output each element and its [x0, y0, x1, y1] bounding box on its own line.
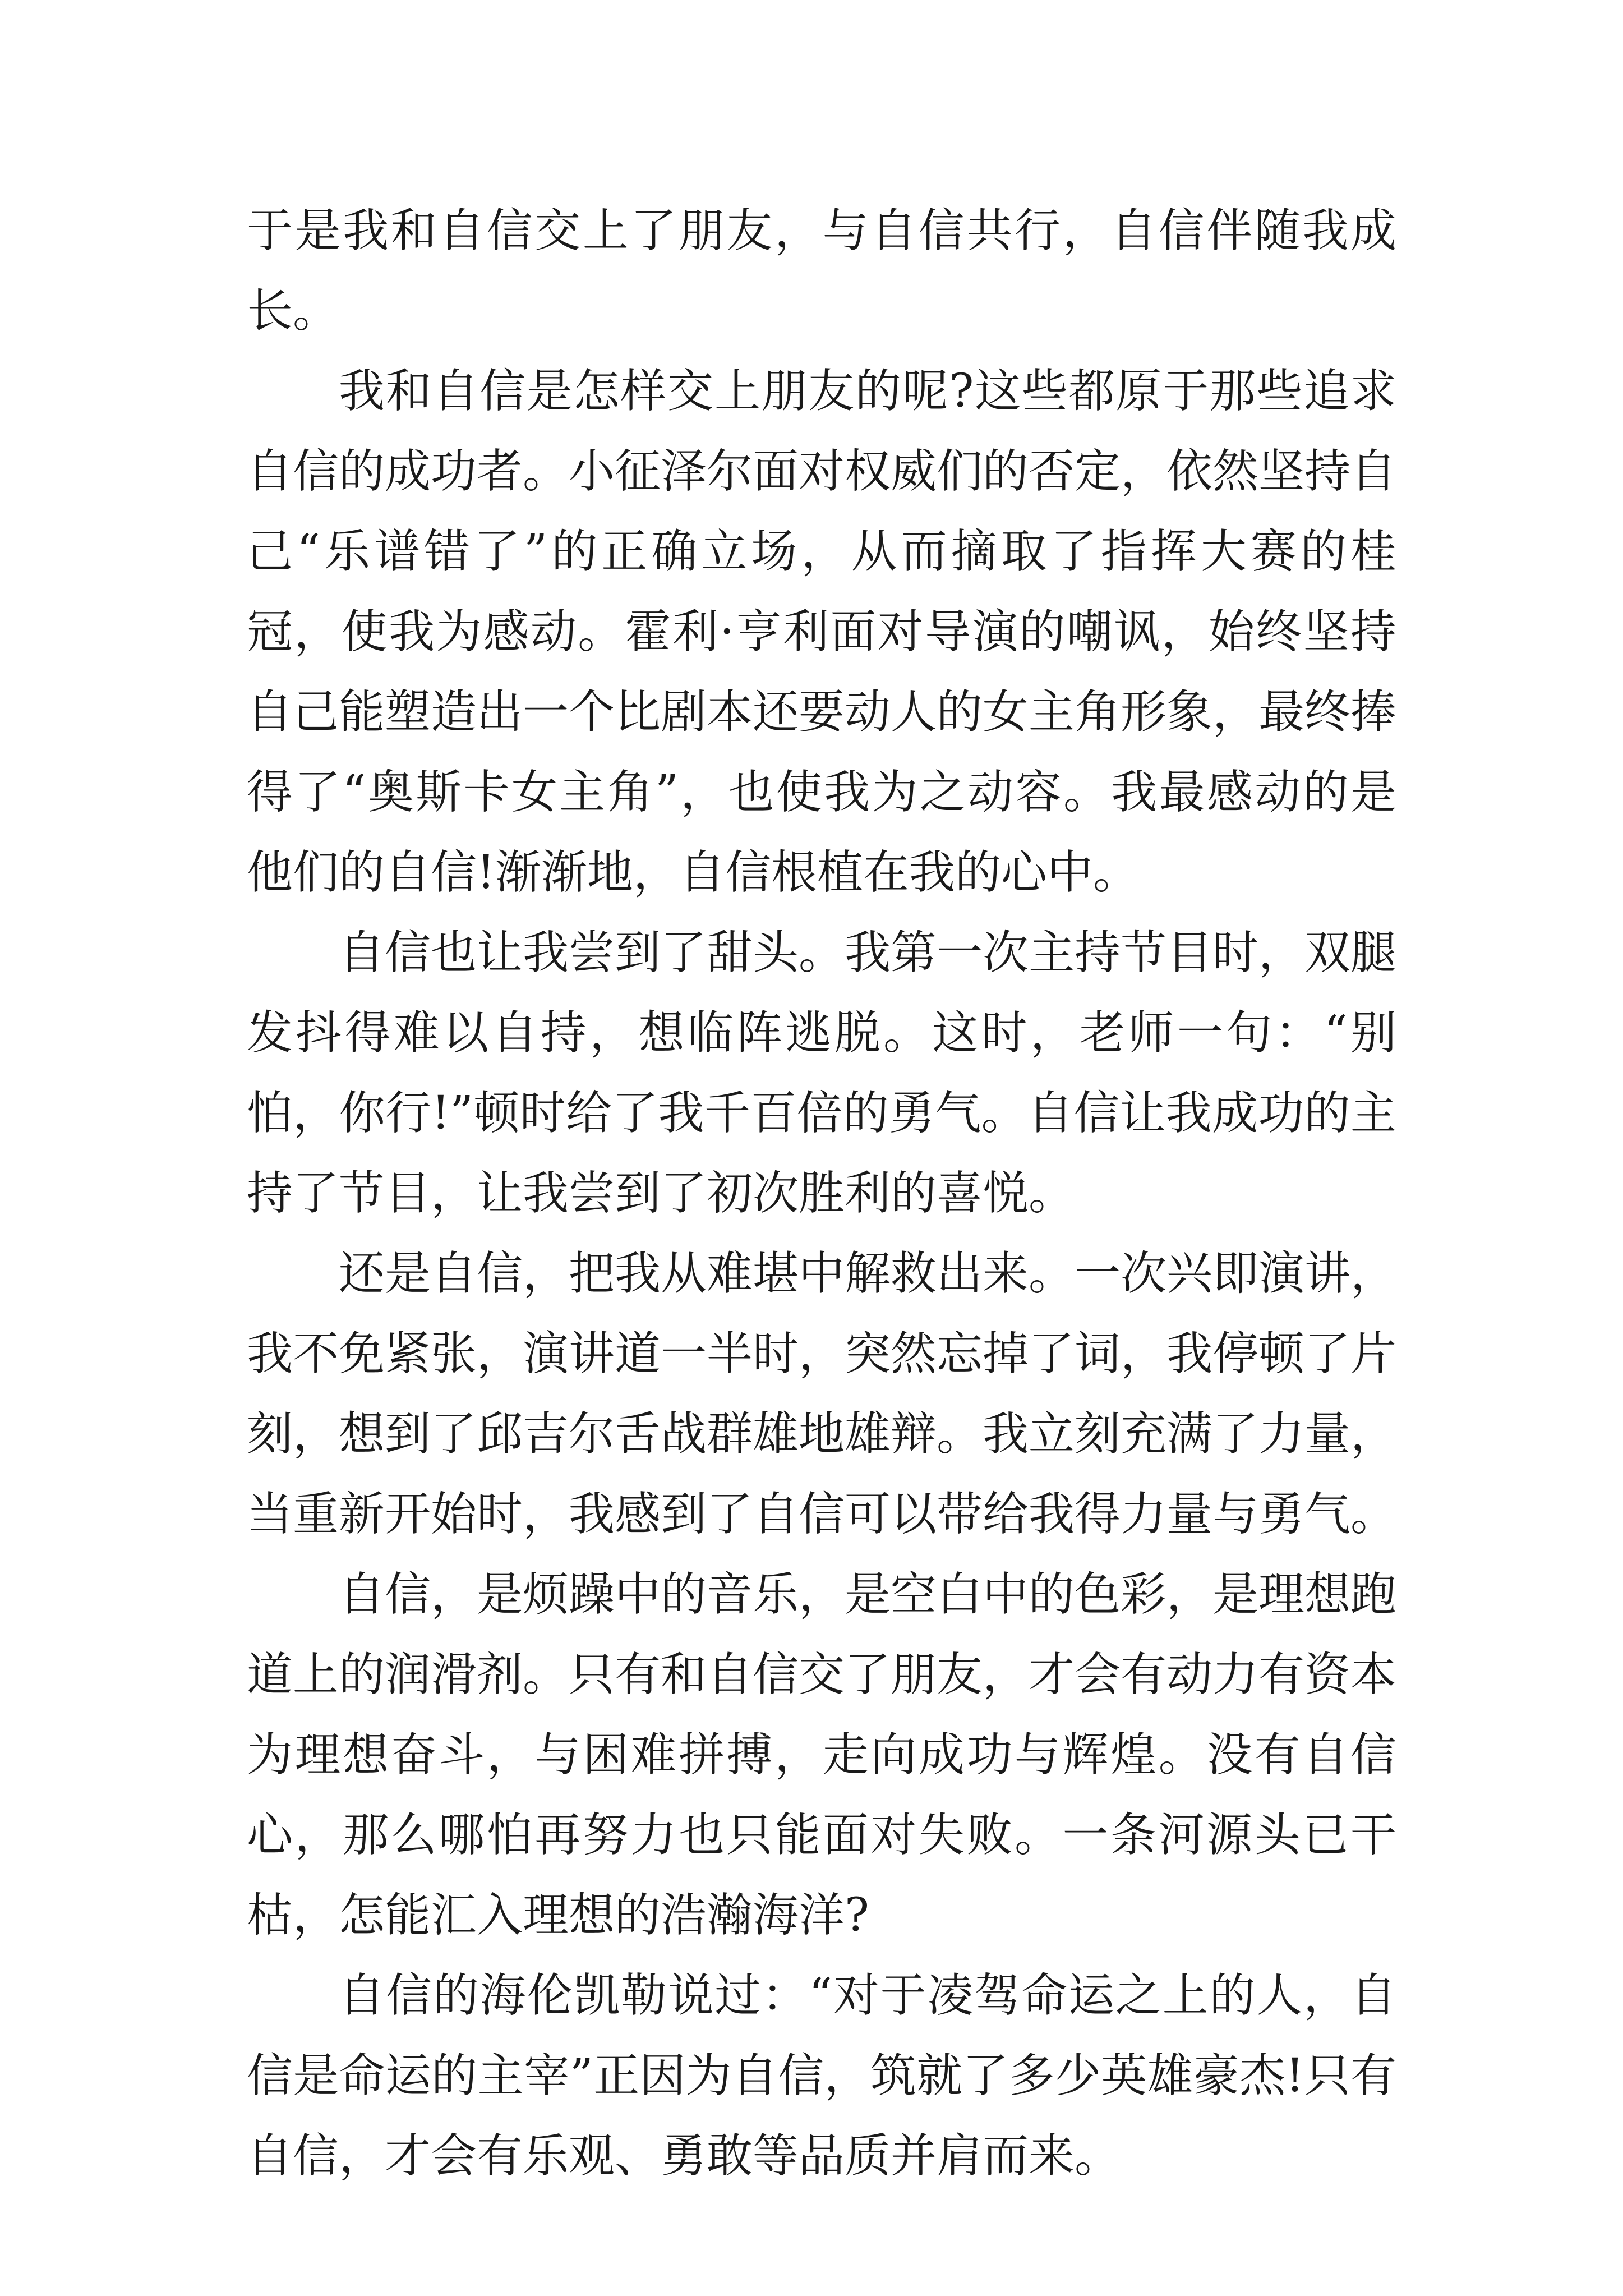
- document-body: [247, 191, 1396, 2196]
- paragraph-3: 自信也让我尝到了甜头。我第一次主持节目时，双腿发抖得难以自持，想临阵逃脱。这时，老师一句：“别怕，你行!”顿时给了我千百倍的勇气。自信让我成功的主持了节目，让我尝到了初次胜利的喜悦。: [247, 926, 1397, 1220]
- paragraph-1: 于是我和自信交上了朋友，与自信共行，自信伴随我成长。: [247, 204, 1396, 338]
- paragraph-2: 我和自信是怎样交上朋友的呢?这些都原于那些追求自信的成功者。小征泽尔面对权威们的否定，依然坚持自己“乐谱错了”的正确立场，从而摘取了指挥大赛的桂冠，使我为感动。霍利·亨利面对导演的嘲讽，始终坚持自己能塑造出一个比剧本还要动人的女主角形象，最终捧得了“奥斯卡女主角”，也使我为之动容。我最感动的是他们的自信!渐渐地，自信根植在我的心中。: [247, 365, 1397, 899]
- paragraph-4: 还是自信，把我从难堪中解救出来。一次兴即演讲，我不免紧张，演讲道一半时，突然忘掉了词，我停顿了片刻，想到了邱吉尔舌战群雄地雄辩。我立刻充满了力量，当重新开始时，我感到了自信可以带给我得力量与勇气。: [247, 1247, 1397, 1541]
- paragraph-5: 自信，是烦躁中的音乐，是空白中的色彩，是理想跑道上的润滑剂。只有和自信交了朋友，才会有动力有资本为理想奋斗，与困难拼搏，走向成功与辉煌。没有自信心，那么哪怕再努力也只能面对失败。一条河源头已干枯，怎能汇入理想的浩瀚海洋?: [247, 1568, 1397, 1942]
- paragraph-6: 自信的海伦凯勒说过：“对于凌驾命运之上的人，自信是命运的主宰”正因为自信，筑就了多少英雄豪杰!只有自信，才会有乐观、勇敢等品质并肩而来。: [247, 1969, 1396, 2183]
